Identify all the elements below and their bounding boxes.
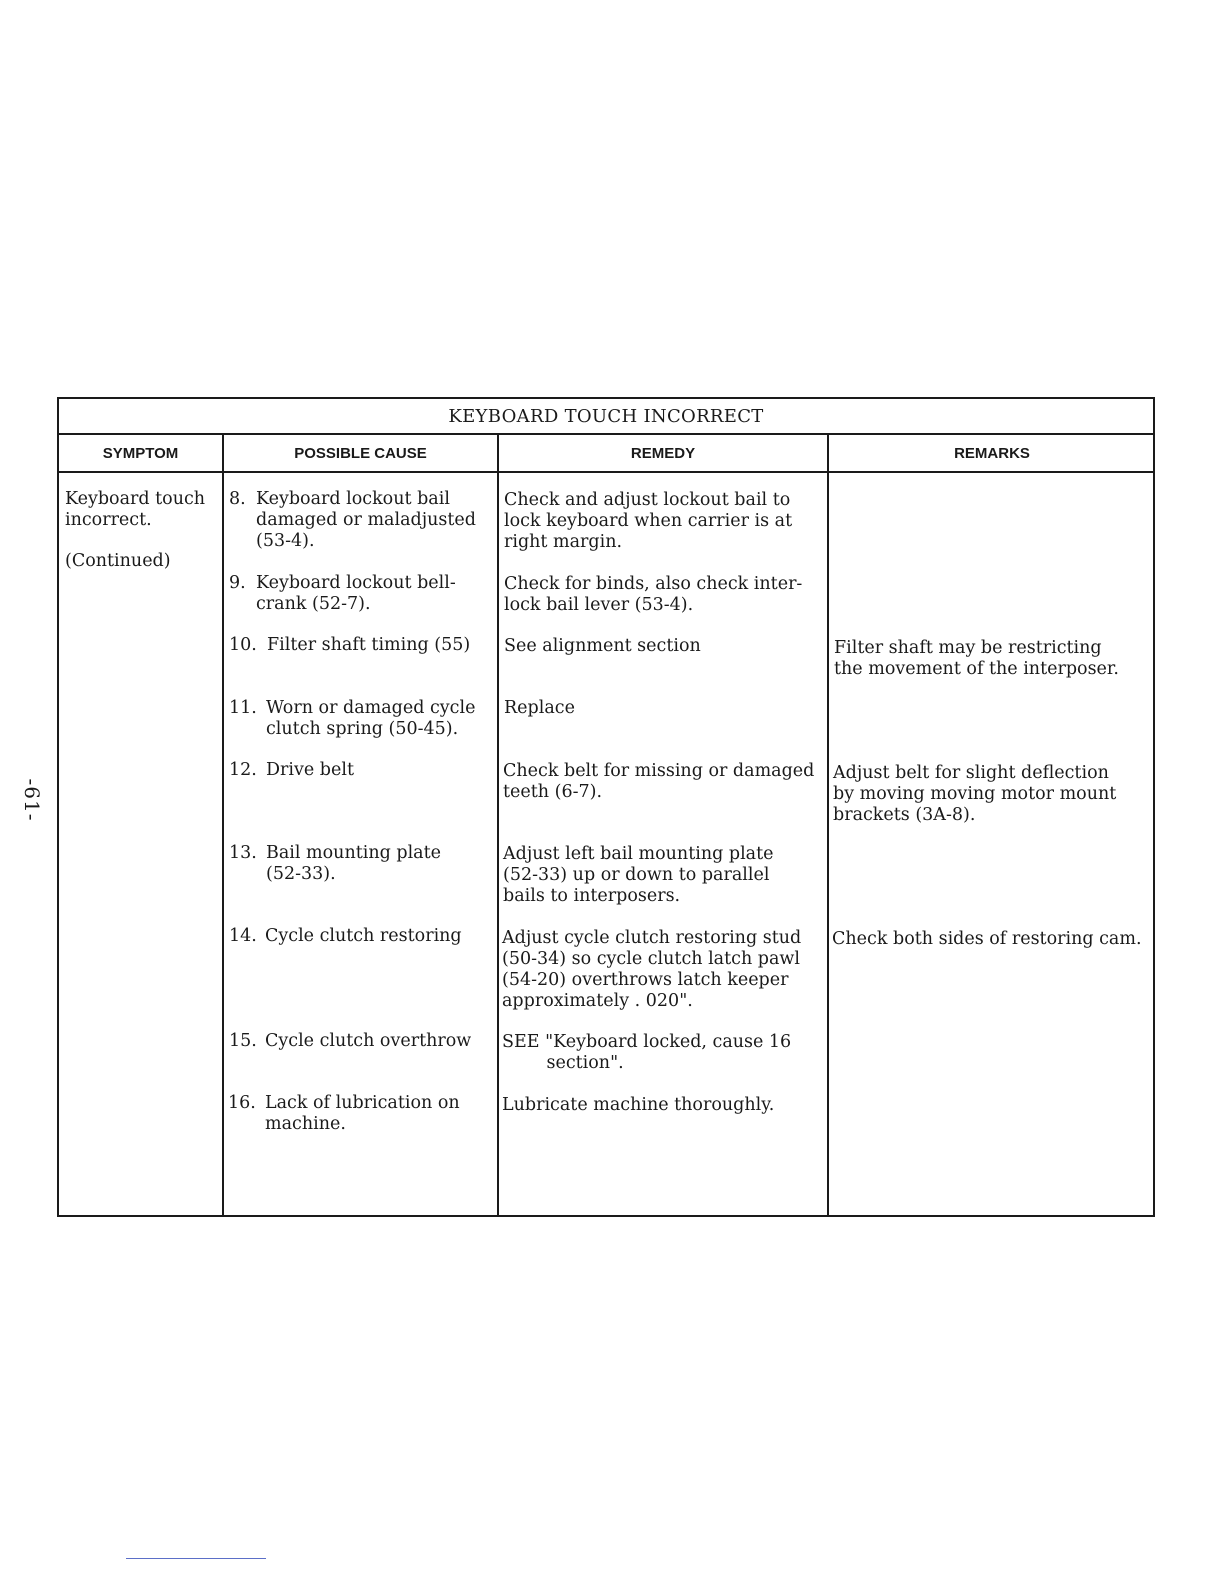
remedy-text: Lubricate machine thoroughly. bbox=[502, 1095, 775, 1115]
footer-rule bbox=[126, 1558, 266, 1559]
cause-text: Bail mounting plate (52-33). bbox=[266, 843, 442, 884]
remarks-text: Filter shaft may be restricting the movement of the interposer. bbox=[834, 638, 1119, 679]
remarks-text: Check both sides of restoring cam. bbox=[832, 929, 1142, 949]
remedy-text: Adjust cycle clutch restoring stud (50-34) so cycle clutch latch pawl (54-20) overthrows latch keeper approximately . 020". bbox=[502, 928, 802, 1011]
column-divider bbox=[827, 435, 829, 1215]
cause-number: 16. bbox=[228, 1093, 256, 1113]
column-divider bbox=[497, 435, 499, 1215]
cause-number: 13. bbox=[229, 843, 257, 863]
cause-text: Worn or damaged cycle clutch spring (50-45). bbox=[266, 698, 476, 739]
symptom-continued: (Continued) bbox=[65, 551, 171, 571]
cause-text: Cycle clutch overthrow bbox=[265, 1031, 472, 1051]
cause-text: Keyboard lockout bell- crank (52-7). bbox=[256, 573, 456, 614]
cause-number: 8. bbox=[229, 489, 246, 509]
cause-number: 14. bbox=[229, 926, 257, 946]
remedy-text: See alignment section bbox=[504, 636, 701, 656]
table-title: KEYBOARD TOUCH INCORRECT bbox=[59, 399, 1153, 435]
cause-text: Drive belt bbox=[266, 760, 354, 780]
remedy-text: Adjust left bail mounting plate (52-33) up or down to parallel bails to interposers. bbox=[503, 844, 774, 906]
cause-number: 15. bbox=[229, 1031, 257, 1051]
column-divider bbox=[222, 435, 224, 1215]
remedy-text: Check belt for missing or damaged teeth (6-7). bbox=[503, 761, 815, 802]
cause-number: 9. bbox=[229, 573, 246, 593]
cause-text: Filter shaft timing (55) bbox=[267, 635, 471, 655]
cause-text: Lack of lubrication on machine. bbox=[265, 1093, 460, 1134]
remedy-text: Check and adjust lockout bail to lock keyboard when carrier is at right margin. bbox=[504, 490, 793, 552]
header-symptom: SYMPTOM bbox=[102, 444, 179, 462]
cause-text: Cycle clutch restoring bbox=[265, 926, 462, 946]
cause-number: 11. bbox=[229, 698, 257, 718]
remedy-text: Replace bbox=[504, 698, 575, 718]
cause-text: Keyboard lockout bail damaged or maladjusted (53-4). bbox=[256, 489, 476, 551]
header-remarks: REMARKS bbox=[954, 444, 1030, 462]
symptom-text: Keyboard touch incorrect. bbox=[65, 489, 206, 530]
remarks-text: Adjust belt for slight deflection by moving moving motor mount brackets (3A-8). bbox=[833, 763, 1117, 825]
cause-number: 10. bbox=[229, 635, 257, 655]
remedy-text: Check for binds, also check inter- lock bail lever (53-4). bbox=[504, 574, 803, 615]
cause-number: 12. bbox=[229, 760, 257, 780]
header-remedy: REMEDY bbox=[630, 444, 696, 462]
remedy-text: SEE "Keyboard locked, cause 16 section". bbox=[502, 1032, 792, 1073]
page-number: -61- bbox=[20, 778, 44, 822]
troubleshooting-table bbox=[57, 397, 1155, 1217]
header-possible-cause: POSSIBLE CAUSE bbox=[294, 444, 427, 462]
header-divider bbox=[59, 471, 1153, 473]
